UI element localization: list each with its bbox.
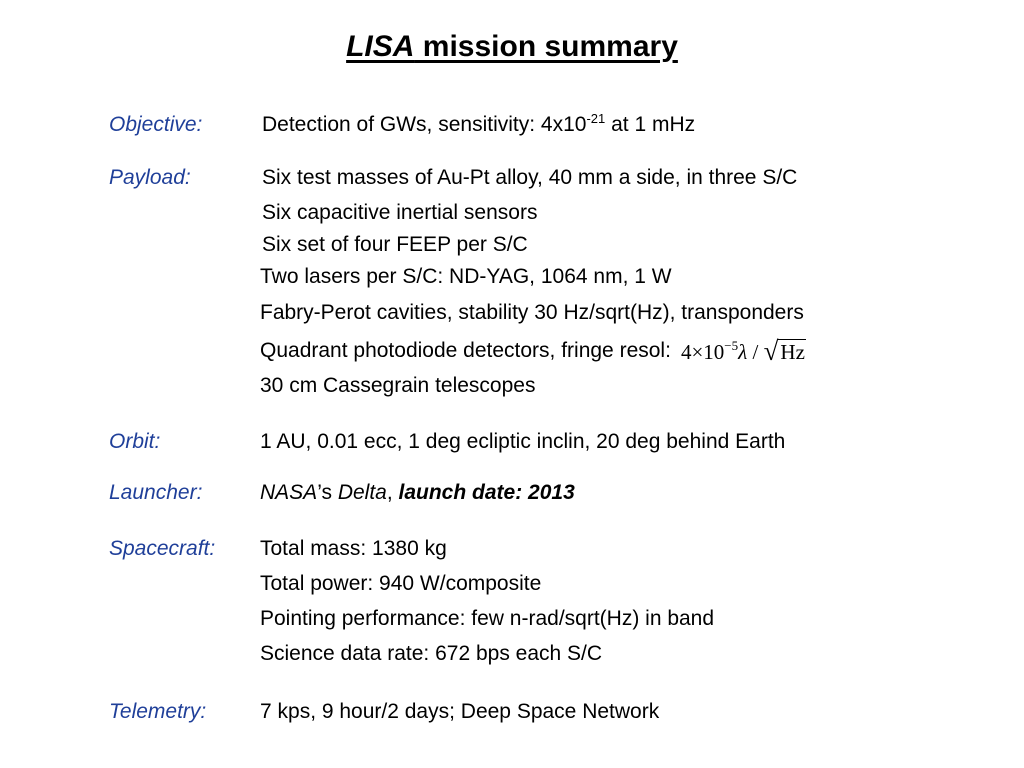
payload-label: Payload: xyxy=(109,166,191,189)
spacecraft-label: Spacecraft: xyxy=(109,537,216,560)
launcher-nasa: NASA xyxy=(260,481,318,504)
title-rest: mission summary xyxy=(414,30,678,63)
formula-coefficient: 4×10 xyxy=(680,340,725,364)
launcher-label: Launcher: xyxy=(109,481,203,504)
launcher-apos: ’s xyxy=(317,481,338,504)
formula-exponent: −5 xyxy=(724,338,739,353)
objective-text xyxy=(262,113,695,137)
payload-line: Two lasers per S/C: ND-YAG, 1064 nm, 1 W xyxy=(260,265,672,288)
formula-sqrt xyxy=(764,337,806,364)
spacecraft-line: Pointing performance: few n-rad/sqrt(Hz) in band xyxy=(260,607,715,630)
launch-date: launch date: 2013 xyxy=(398,481,575,504)
payload-line: Six set of four FEEP per S/C xyxy=(262,233,528,256)
formula-lambda: λ xyxy=(738,340,748,364)
launcher-comma: , xyxy=(386,481,399,504)
objective-exponent: -21 xyxy=(586,111,606,126)
slide-title xyxy=(0,30,1024,64)
formula-slash: / xyxy=(747,340,764,364)
spacecraft-line: Total mass: 1380 kg xyxy=(260,537,447,560)
spacecraft-line: Total power: 940 W/composite xyxy=(260,572,542,595)
objective-main: Detection of GWs, sensitivity: 4x10 xyxy=(262,113,587,136)
telemetry-label: Telemetry: xyxy=(109,700,207,723)
payload-line: 30 cm Cassegrain telescopes xyxy=(260,374,536,397)
fringe-formula xyxy=(681,337,806,365)
title-lisa: LISA xyxy=(346,30,415,63)
payload-line: Six test masses of Au-Pt alloy, 40 mm a side, in three S/C xyxy=(262,166,798,189)
orbit-text: 1 AU, 0.01 ecc, 1 deg ecliptic inclin, 20 deg behind Earth xyxy=(260,430,786,453)
spacecraft-line: Science data rate: 672 bps each S/C xyxy=(260,642,603,665)
payload-line: Quadrant photodiode detectors, fringe resol: xyxy=(260,339,671,362)
sqrt-sign-icon: √ xyxy=(763,336,779,366)
payload-line: Six capacitive inertial sensors xyxy=(262,201,538,224)
payload-line: Fabry-Perot cavities, stability 30 Hz/sqrt(Hz), transponders xyxy=(260,301,804,324)
telemetry-text: 7 kps, 9 hour/2 days; Deep Space Network xyxy=(260,700,660,723)
launcher-delta: Delta xyxy=(337,481,387,504)
formula-radicand: Hz xyxy=(780,339,805,364)
payload-line-fringe xyxy=(260,337,806,365)
orbit-label: Orbit: xyxy=(109,430,161,453)
objective-label: Objective: xyxy=(109,113,203,136)
objective-tail: at 1 mHz xyxy=(605,113,696,136)
launcher-text xyxy=(260,481,575,505)
